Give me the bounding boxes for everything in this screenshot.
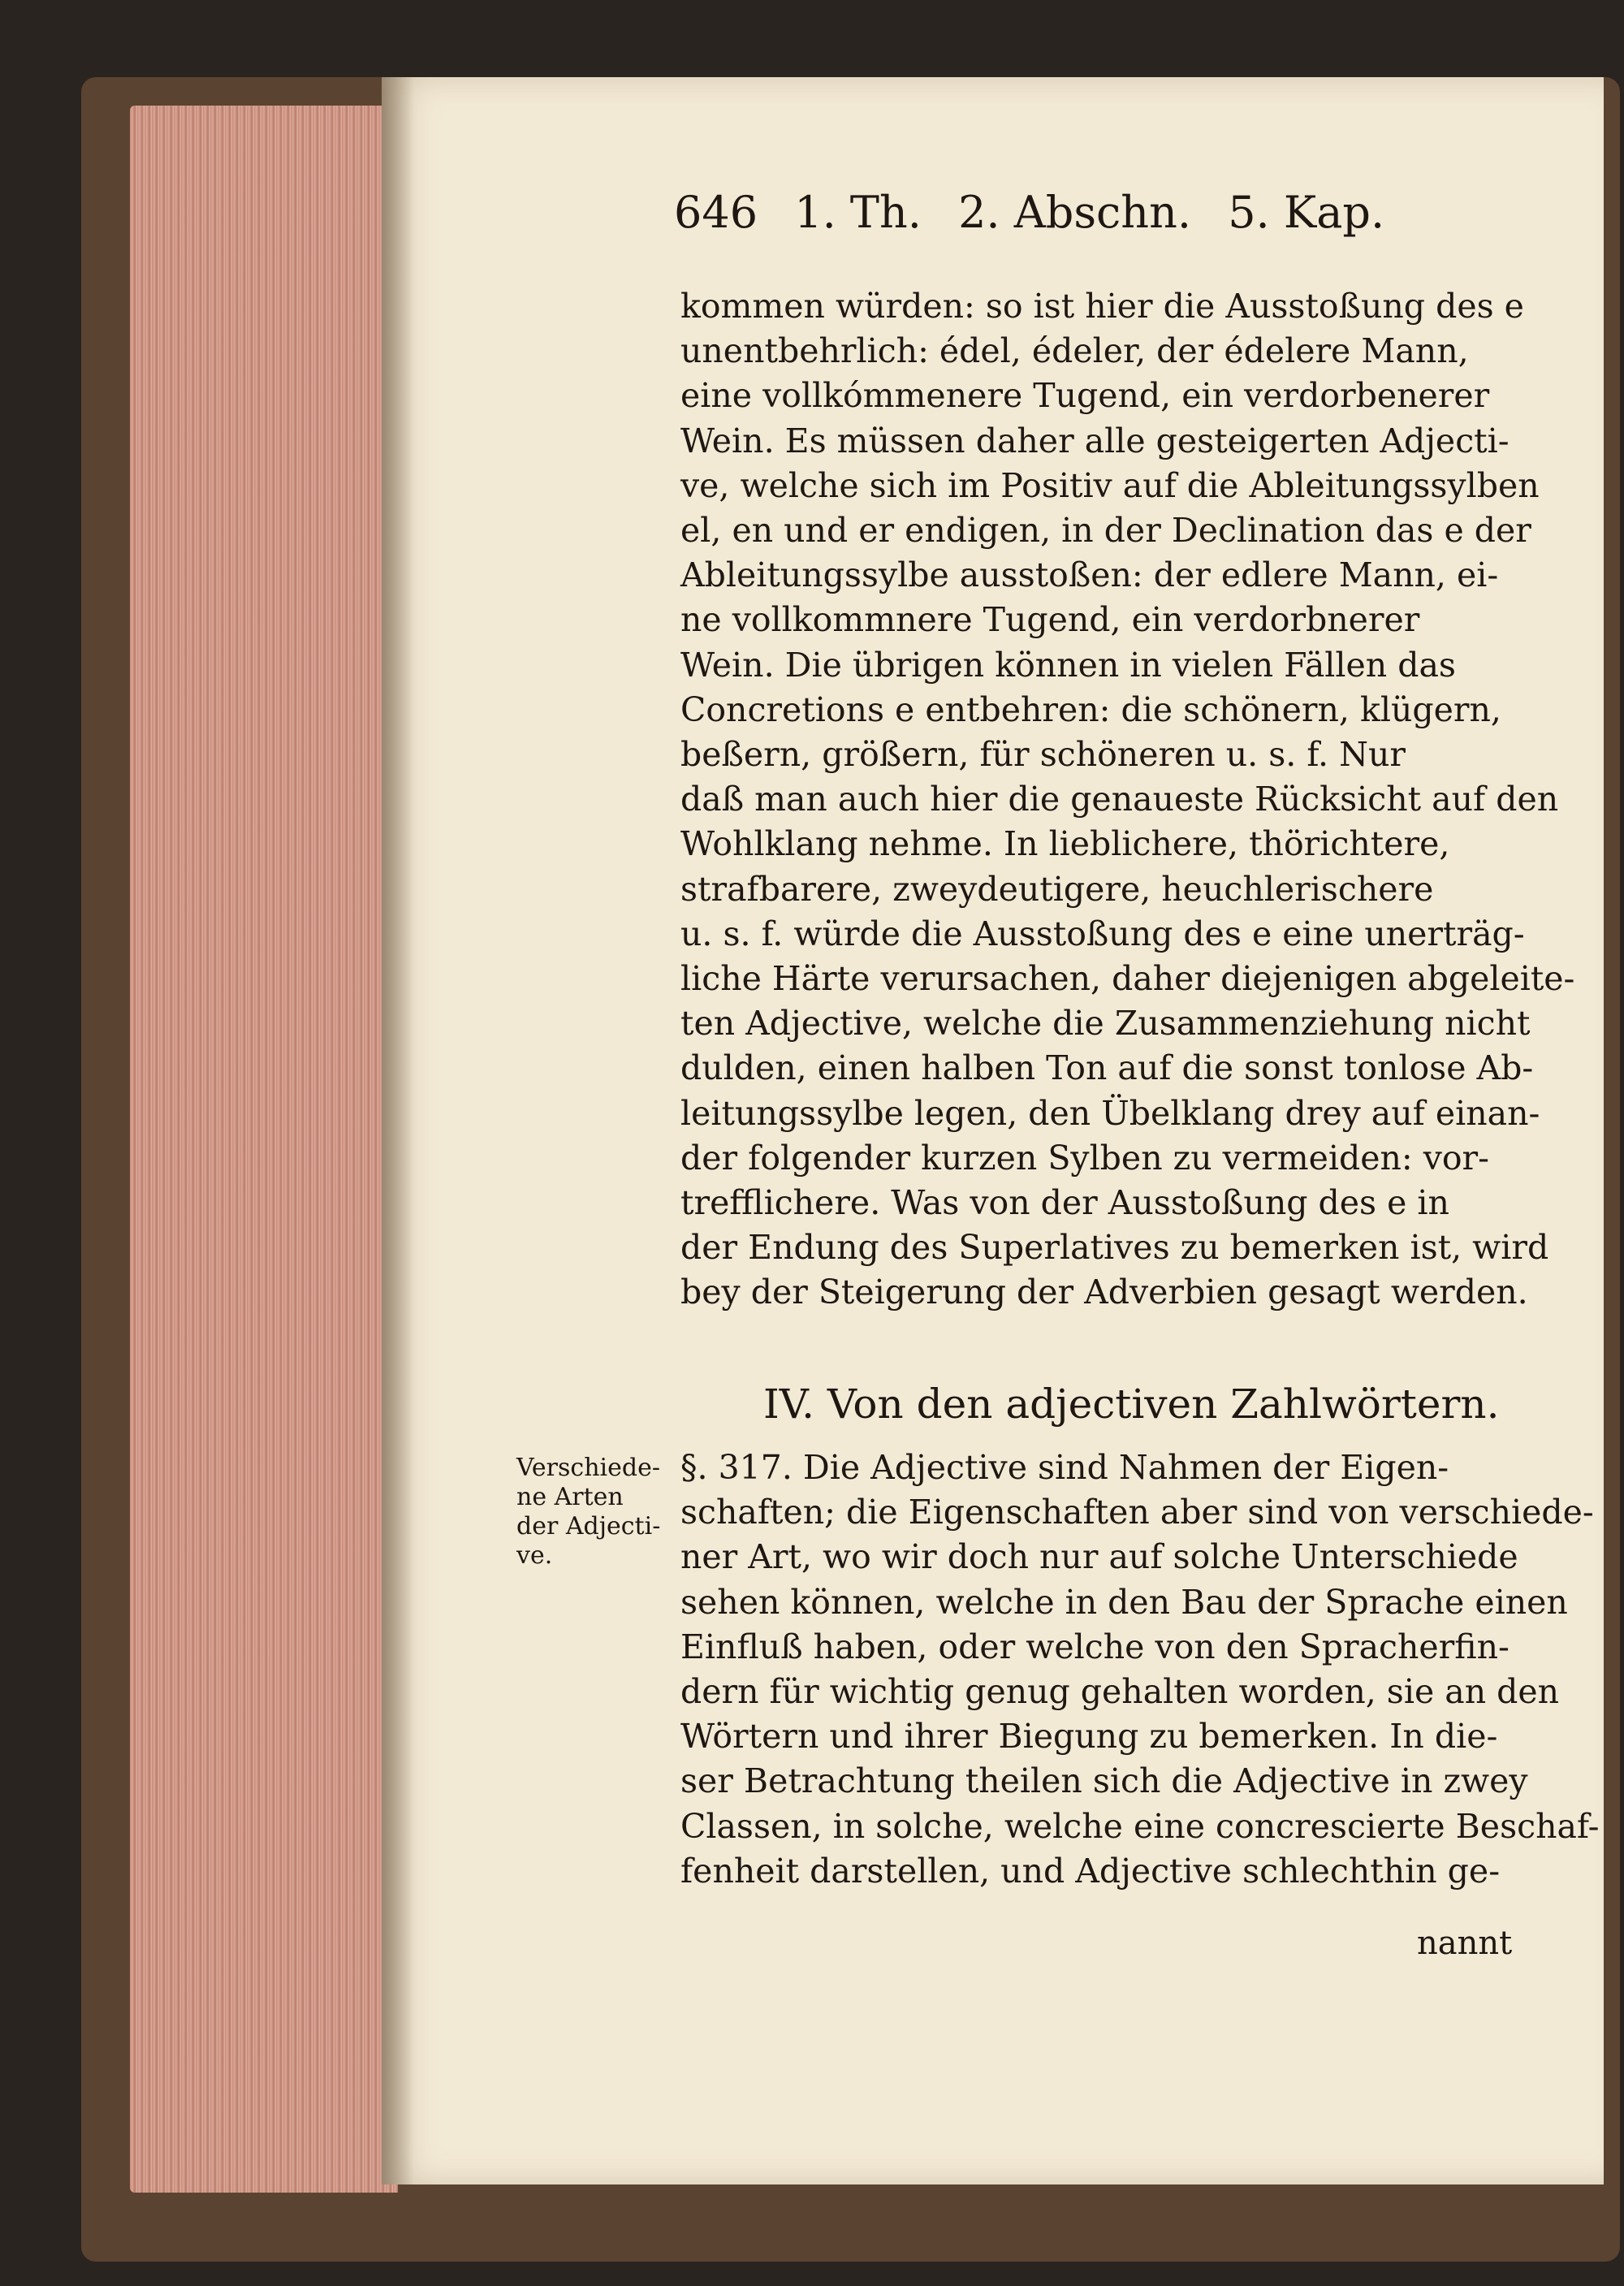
- text-line: §. 317. Die Adjective sind Nahmen der Eigen-: [680, 1448, 1449, 1487]
- margin-note: [516, 1454, 679, 1571]
- page-number: 646: [674, 187, 758, 238]
- text-line: Einfluß haben, oder welche von den Spracherfin-: [680, 1627, 1510, 1666]
- page-gutter-shadow: [382, 77, 414, 2184]
- text-line: beßern, größern, für schöneren u. s. f. Nur: [680, 735, 1406, 775]
- text-line: ve, welche sich im Positiv auf die Ableitungssylben: [680, 465, 1540, 505]
- section-heading: IV. Von den adjectiven Zahlwörtern.: [763, 1381, 1500, 1428]
- header-chapter: 5. Kap.: [1228, 187, 1385, 238]
- text-line: ner Art, wo wir doch nur auf solche Unterschiede: [680, 1537, 1518, 1577]
- margin-note-line: Verschiede-: [516, 1454, 660, 1482]
- running-header: [674, 187, 1535, 238]
- catchword: nannt: [1417, 1925, 1513, 1962]
- text-line: el, en und er endigen, in der Declination das e der: [680, 511, 1531, 551]
- text-line: der folgender kurzen Sylben zu vermeiden: vor-: [680, 1138, 1490, 1178]
- text-line: u. s. f. würde die Ausstoßung des e eine unerträg-: [680, 914, 1525, 953]
- text-line: trefflichere. Was von der Ausstoßung des e in: [680, 1183, 1449, 1223]
- paragraph-317: [680, 1445, 1600, 1894]
- text-line: der Endung des Superlatives zu bemerken ist, wird: [680, 1228, 1549, 1268]
- text-line: unentbehrlich: édel, édeler, der édelere Mann,: [680, 331, 1469, 371]
- text-line: schaften; die Eigenschaften aber sind von verschiede-: [680, 1493, 1594, 1532]
- text-line: ser Betrachtung theilen sich die Adjective in zwey: [680, 1761, 1528, 1801]
- text-line: Ableitungssylbe ausstoßen: der edlere Mann, ei-: [680, 555, 1499, 595]
- text-line: Classen, in solche, welche eine concrescierte Beschaf-: [680, 1806, 1600, 1846]
- text-line: bey der Steigerung der Adverbien gesagt werden.: [680, 1273, 1528, 1312]
- header-section: 2. Abschn.: [958, 187, 1192, 238]
- text-line: kommen würden: so ist hier die Ausstoßung des e: [680, 287, 1524, 326]
- text-line: Wein. Die übrigen können in vielen Fällen das: [680, 645, 1456, 685]
- body-paragraph: [680, 284, 1575, 1316]
- margin-note-line: ne Arten: [516, 1483, 624, 1511]
- text-line: daß man auch hier die genaueste Rücksicht auf den: [680, 780, 1559, 819]
- text-line: Wörtern und ihrer Biegung zu bemerken. In die-: [680, 1717, 1498, 1757]
- header-part: 1. Th.: [794, 187, 922, 238]
- text-line: Concretions e entbehren: die schönern, klügern,: [680, 689, 1501, 729]
- text-line: liche Härte verursachen, daher diejenigen abgeleite-: [680, 959, 1575, 999]
- text-line: dern für wichtig genug gehalten worden, sie an den: [680, 1672, 1560, 1712]
- text-line: eine vollkómmenere Tugend, ein verdorbenerer: [680, 376, 1490, 416]
- text-line: sehen können, welche in den Bau der Sprache einen: [680, 1582, 1568, 1622]
- text-line: dulden, einen halben Ton auf die sonst tonlose Ab-: [680, 1048, 1534, 1088]
- text-line: fenheit darstellen, und Adjective schlechthin ge-: [680, 1851, 1501, 1891]
- page-edges: [130, 106, 398, 2193]
- text-line: strafbarere, zweydeutigere, heuchlerischere: [680, 869, 1434, 909]
- text-line: ne vollkommnere Tugend, ein verdorbnerer: [680, 600, 1420, 640]
- text-line: Wohlklang nehme. In lieblichere, thörichtere,: [680, 824, 1450, 864]
- text-line: leitungssylbe legen, den Übelklang drey auf einan-: [680, 1093, 1540, 1133]
- margin-note-line: ve.: [516, 1541, 553, 1570]
- text-line: Wein. Es müssen daher alle gesteigerten Adjecti-: [680, 421, 1510, 460]
- margin-note-line: der Adjecti-: [516, 1512, 661, 1541]
- text-line: ten Adjective, welche die Zusammenziehung nicht: [680, 1004, 1531, 1044]
